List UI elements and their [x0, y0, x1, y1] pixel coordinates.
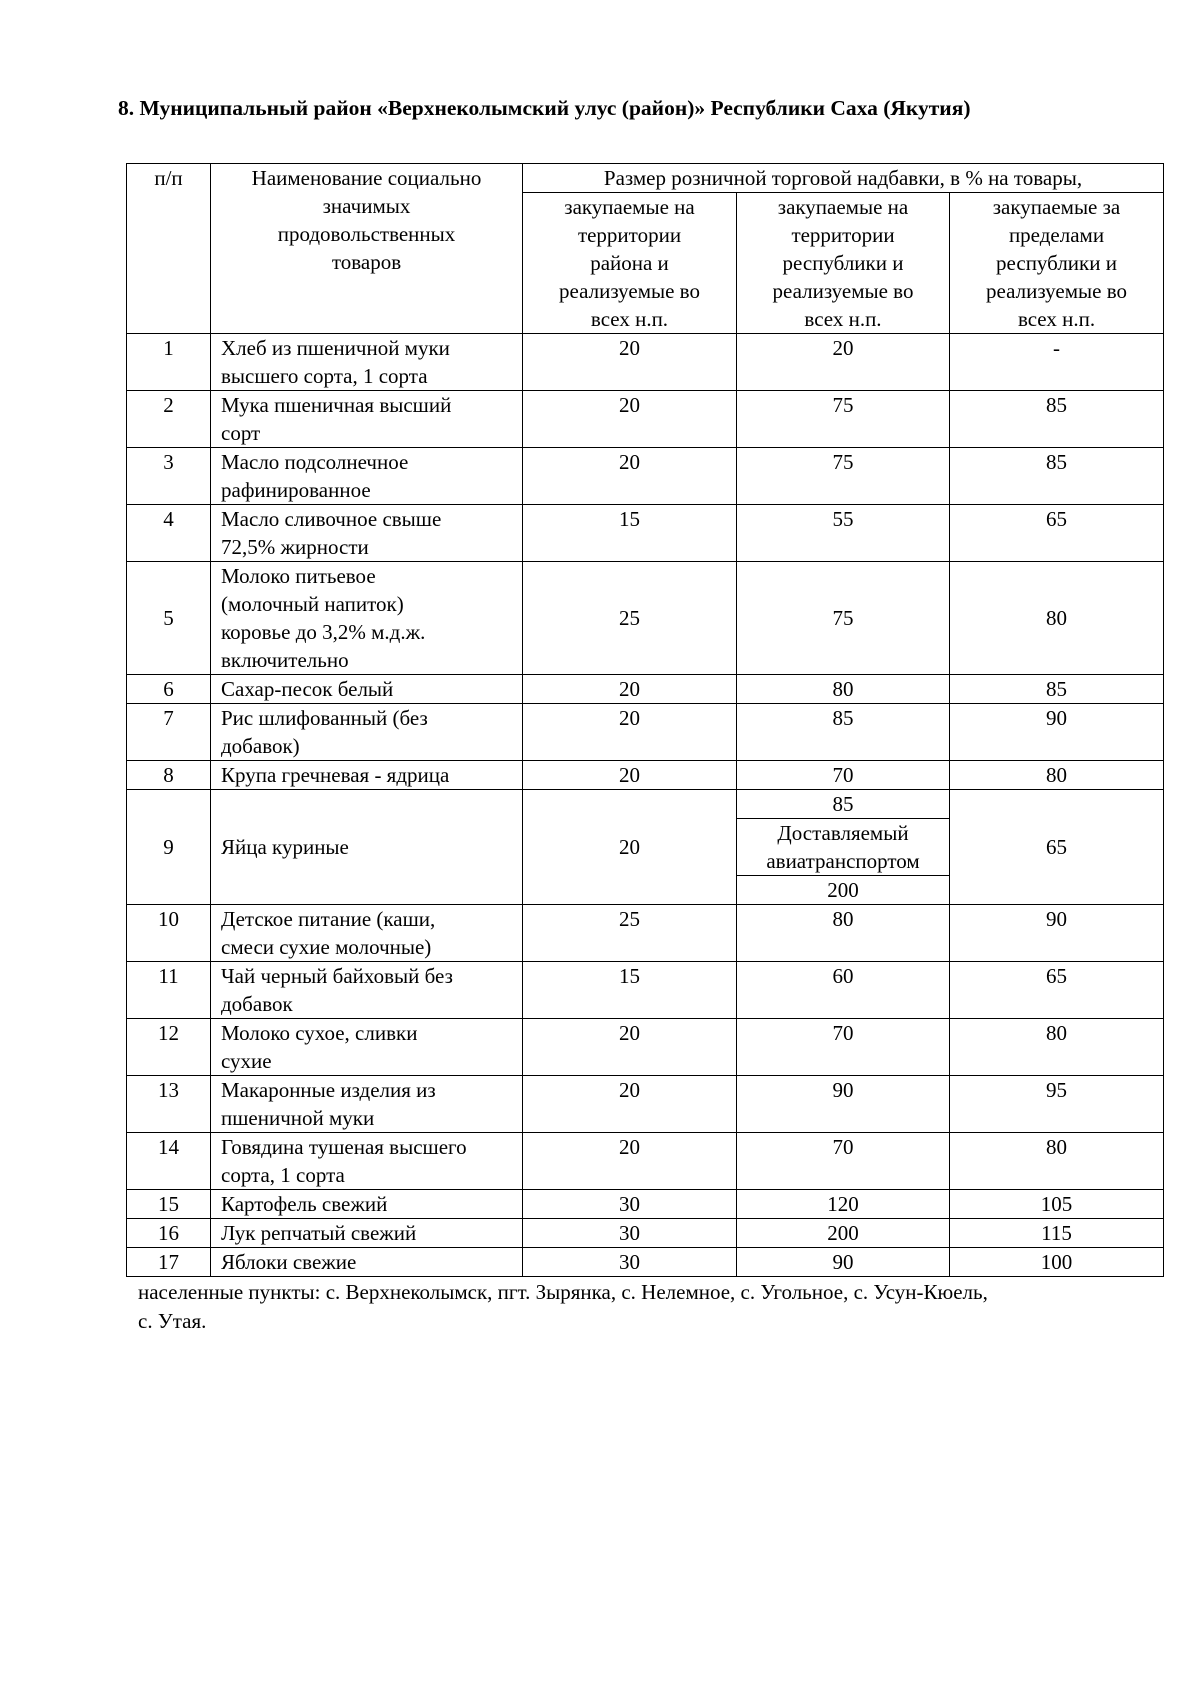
row-number: 2	[127, 391, 211, 448]
table-row	[127, 1019, 1164, 1076]
markup-district: 20	[523, 1019, 737, 1076]
markup-republic-split	[737, 790, 950, 905]
header-number: п/п	[127, 164, 211, 334]
row-number: 8	[127, 761, 211, 790]
markup-outside: 80	[950, 562, 1164, 675]
table-row	[127, 1219, 1164, 1248]
row-number: 9	[127, 790, 211, 905]
row-number: 6	[127, 675, 211, 704]
markup-district: 20	[523, 1133, 737, 1190]
markup-table	[126, 163, 1164, 1277]
product-name: Масло подсолнечное рафинированное	[211, 448, 523, 505]
markup-district: 15	[523, 505, 737, 562]
product-name: Молоко питьевое (молочный напиток) коровье до 3,2% м.д.ж. включительно	[211, 562, 523, 675]
row-number: 12	[127, 1019, 211, 1076]
markup-district: 20	[523, 448, 737, 505]
markup-republic: 120	[737, 1190, 950, 1219]
markup-outside: 115	[950, 1219, 1164, 1248]
markup-outside: 85	[950, 391, 1164, 448]
product-name: Масло сливочное свыше 72,5% жирности	[211, 505, 523, 562]
settlements-note: населенные пункты: с. Верхнеколымск, пгт. Зырянка, с. Нелемное, с. Угольное, с. Усун-Кюель, с. Утая.	[138, 1280, 988, 1333]
table-row	[127, 505, 1164, 562]
row-number: 11	[127, 962, 211, 1019]
markup-republic: 80	[737, 675, 950, 704]
markup-republic: 80	[737, 905, 950, 962]
table-row	[127, 1133, 1164, 1190]
table-body	[127, 334, 1164, 1277]
markup-republic: 70	[737, 761, 950, 790]
header-district-goods: закупаемые на территории района и реализуемые во всех н.п.	[523, 193, 737, 334]
markup-district: 20	[523, 790, 737, 905]
markup-district: 20	[523, 334, 737, 391]
markup-district: 30	[523, 1190, 737, 1219]
air-delivery-note: Доставляемый авиатранспортом	[737, 818, 949, 875]
product-name: Молоко сухое, сливки сухие	[211, 1019, 523, 1076]
markup-republic: 55	[737, 505, 950, 562]
markup-district: 20	[523, 1076, 737, 1133]
markup-district: 20	[523, 704, 737, 761]
product-name: Мука пшеничная высший сорт	[211, 391, 523, 448]
markup-republic-standard: 85	[832, 792, 854, 816]
product-name: Говядина тушеная высшего сорта, 1 сорта	[211, 1133, 523, 1190]
row-number: 14	[127, 1133, 211, 1190]
row-number: 7	[127, 704, 211, 761]
product-name: Лук репчатый свежий	[211, 1219, 523, 1248]
table-row	[127, 391, 1164, 448]
markup-republic: 75	[737, 562, 950, 675]
markup-republic: 75	[737, 391, 950, 448]
markup-outside: 85	[950, 675, 1164, 704]
markup-outside: 80	[950, 1019, 1164, 1076]
markup-outside: 65	[950, 790, 1164, 905]
markup-outside: 65	[950, 505, 1164, 562]
row-number: 1	[127, 334, 211, 391]
table-row	[127, 1190, 1164, 1219]
markup-outside: -	[950, 334, 1164, 391]
product-name: Чай черный байховый без добавок	[211, 962, 523, 1019]
markup-district: 20	[523, 391, 737, 448]
table-row	[127, 704, 1164, 761]
markup-district: 30	[523, 1219, 737, 1248]
table-row	[127, 1076, 1164, 1133]
table-row	[127, 905, 1164, 962]
table-row	[127, 448, 1164, 505]
row-number: 3	[127, 448, 211, 505]
markup-republic: 20	[737, 334, 950, 391]
row-number: 5	[127, 562, 211, 675]
markup-republic: 200	[737, 1219, 950, 1248]
row-number: 10	[127, 905, 211, 962]
markup-district: 25	[523, 562, 737, 675]
markup-outside: 100	[950, 1248, 1164, 1277]
product-name: Рис шлифованный (без добавок)	[211, 704, 523, 761]
header-outside-goods: закупаемые за пределами республики и реализуемые во всех н.п.	[950, 193, 1164, 334]
markup-republic: 70	[737, 1019, 950, 1076]
header-markup-group: Размер розничной торговой надбавки, в % на товары,	[523, 164, 1164, 193]
product-name: Хлеб из пшеничной муки высшего сорта, 1 сорта	[211, 334, 523, 391]
markup-district: 20	[523, 675, 737, 704]
markup-outside: 65	[950, 962, 1164, 1019]
markup-republic: 60	[737, 962, 950, 1019]
markup-outside: 105	[950, 1190, 1164, 1219]
markup-district: 30	[523, 1248, 737, 1277]
markup-outside: 90	[950, 704, 1164, 761]
markup-outside: 80	[950, 761, 1164, 790]
markup-republic: 75	[737, 448, 950, 505]
row-number: 17	[127, 1248, 211, 1277]
markup-republic-air: 200	[737, 875, 949, 904]
markup-republic: 90	[737, 1076, 950, 1133]
markup-outside: 80	[950, 1133, 1164, 1190]
markup-outside: 95	[950, 1076, 1164, 1133]
row-number: 4	[127, 505, 211, 562]
table-row	[127, 334, 1164, 391]
markup-outside: 85	[950, 448, 1164, 505]
table-row	[127, 761, 1164, 790]
table-row	[127, 675, 1164, 704]
row-number: 13	[127, 1076, 211, 1133]
table-row	[127, 790, 1164, 905]
header-republic-goods: закупаемые на территории республики и реализуемые во всех н.п.	[737, 193, 950, 334]
product-name: Яйца куриные	[211, 790, 523, 905]
table-row	[127, 962, 1164, 1019]
markup-district: 25	[523, 905, 737, 962]
product-name: Крупа гречневая - ядрица	[211, 761, 523, 790]
row-number: 15	[127, 1190, 211, 1219]
markup-republic: 70	[737, 1133, 950, 1190]
product-name: Сахар-песок белый	[211, 675, 523, 704]
product-name: Детское питание (каши, смеси сухие молочные)	[211, 905, 523, 962]
markup-district: 20	[523, 761, 737, 790]
document-title: 8. Муниципальный район «Верхнеколымский улус (район)» Республики Саха (Якутия)	[118, 96, 971, 120]
product-name: Макаронные изделия из пшеничной муки	[211, 1076, 523, 1133]
product-name: Картофель свежий	[211, 1190, 523, 1219]
row-number: 16	[127, 1219, 211, 1248]
markup-district: 15	[523, 962, 737, 1019]
markup-republic: 90	[737, 1248, 950, 1277]
product-name: Яблоки свежие	[211, 1248, 523, 1277]
table-row	[127, 1248, 1164, 1277]
table-row	[127, 562, 1164, 675]
header-product-name: Наименование социально значимых продовольственных товаров	[211, 164, 523, 334]
markup-outside: 90	[950, 905, 1164, 962]
header-row-group	[127, 164, 1164, 193]
markup-republic: 85	[737, 704, 950, 761]
